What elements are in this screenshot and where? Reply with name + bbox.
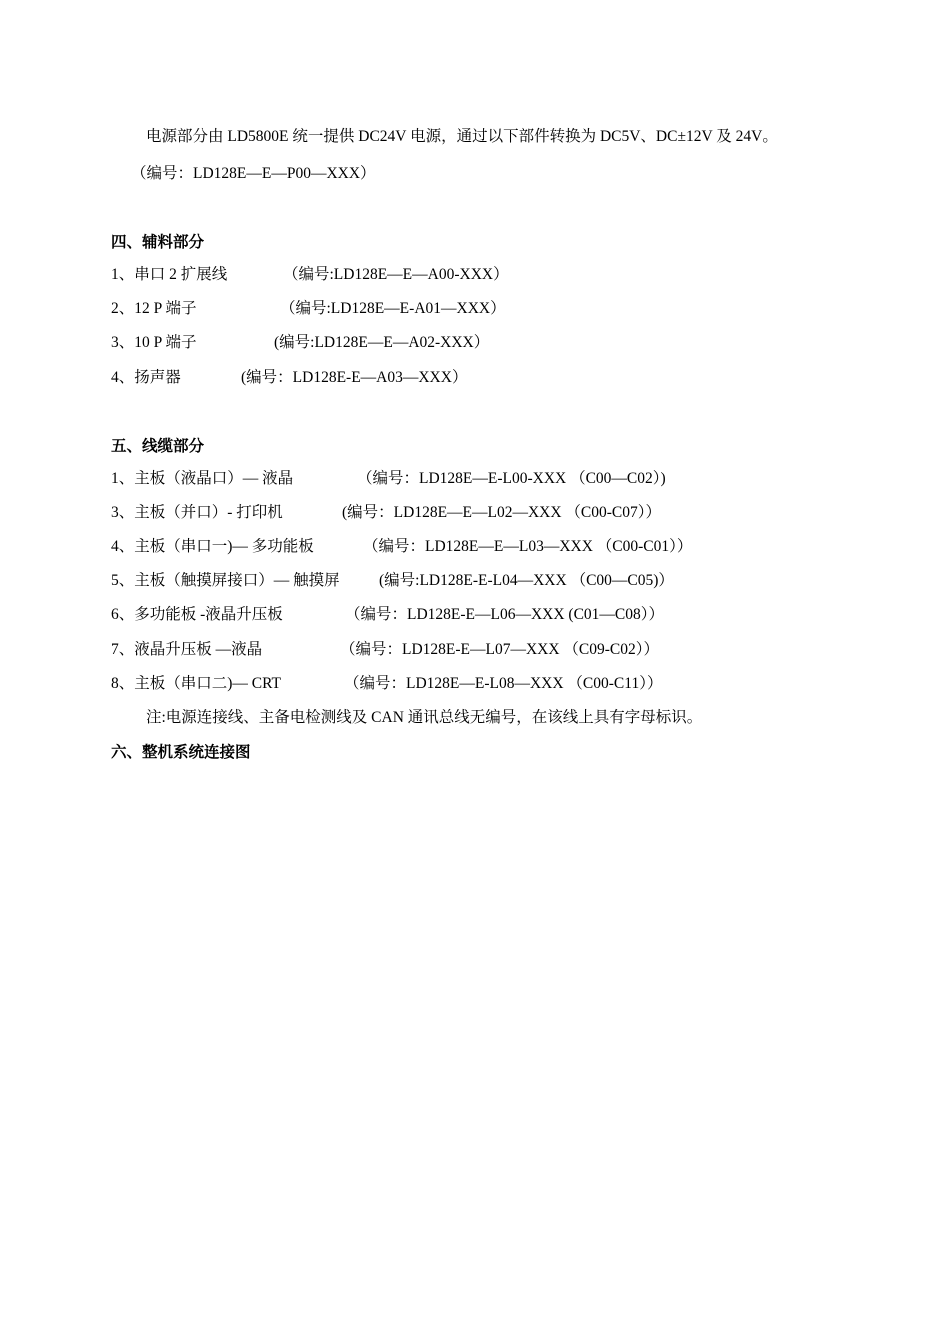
cable-item-7-code: （编号：LD128E-E—L07—XXX （C09-C02）） [340, 641, 660, 658]
cable-item-7-label: 7、液晶升压板 —液晶 [111, 641, 263, 658]
aux-item-1-label: 1、串口 2 扩展线 [111, 266, 228, 283]
cable-item-1-label: 1、主板（液晶口）— 液晶 [111, 470, 294, 487]
cable-item-8-code: （编号：LD128E—E-L08—XXX （C00-C11）） [344, 675, 663, 692]
cable-item-5-code: (编号:LD128E-E-L04—XXX （C00—C05)） [379, 572, 674, 589]
aux-item-3-code: (编号:LD128E—E—A02-XXX） [274, 334, 490, 351]
cable-item-1-code: （编号：LD128E—E-L00-XXX （C00—C02）) [357, 470, 666, 487]
section-6-heading: 六、整机系统连接图 [111, 744, 251, 761]
intro-line-1: 电源部分由 LD5800E 统一提供 DC24V 电源，通过以下部件转换为 DC5V、DC±12V 及 24V。 [146, 128, 778, 145]
cable-note: 注:电源连接线、主备电检测线及 CAN 通讯总线无编号，在该线上具有字母标识。 [146, 709, 703, 726]
cable-item-6-code: （编号：LD128E-E—L06—XXX (C01—C08）） [345, 606, 665, 623]
aux-item-2-code: （编号:LD128E—E-A01—XXX） [280, 300, 506, 317]
aux-item-4-label: 4、扬声器 [111, 369, 181, 386]
cable-item-8-label: 8、主板（串口二)— CRT [111, 675, 282, 692]
cable-item-3-code: (编号：LD128E—E—L02—XXX （C00-C07）） [342, 504, 662, 521]
section-4-heading: 四、辅料部分 [111, 234, 205, 251]
cable-item-5-label: 5、主板（触摸屏接口）— 触摸屏 [111, 572, 340, 589]
cable-item-6-label: 6、多功能板 -液晶升压板 [111, 606, 283, 623]
aux-item-1-code: （编号:LD128E—E—A00-XXX） [283, 266, 509, 283]
aux-item-3-label: 3、10 P 端子 [111, 334, 197, 351]
section-5-heading: 五、线缆部分 [111, 438, 205, 455]
cable-item-3-label: 3、主板（并口）- 打印机 [111, 504, 283, 521]
intro-line-2: （编号：LD128E—E—P00—XXX） [131, 165, 376, 182]
aux-item-2-label: 2、12 P 端子 [111, 300, 197, 317]
cable-item-4-code: （编号：LD128E—E—L03—XXX （C00-C01）） [363, 538, 693, 555]
aux-item-4-code: (编号：LD128E-E—A03—XXX） [241, 369, 468, 386]
cable-item-4-label: 4、主板（串口一)— 多功能板 [111, 538, 314, 555]
